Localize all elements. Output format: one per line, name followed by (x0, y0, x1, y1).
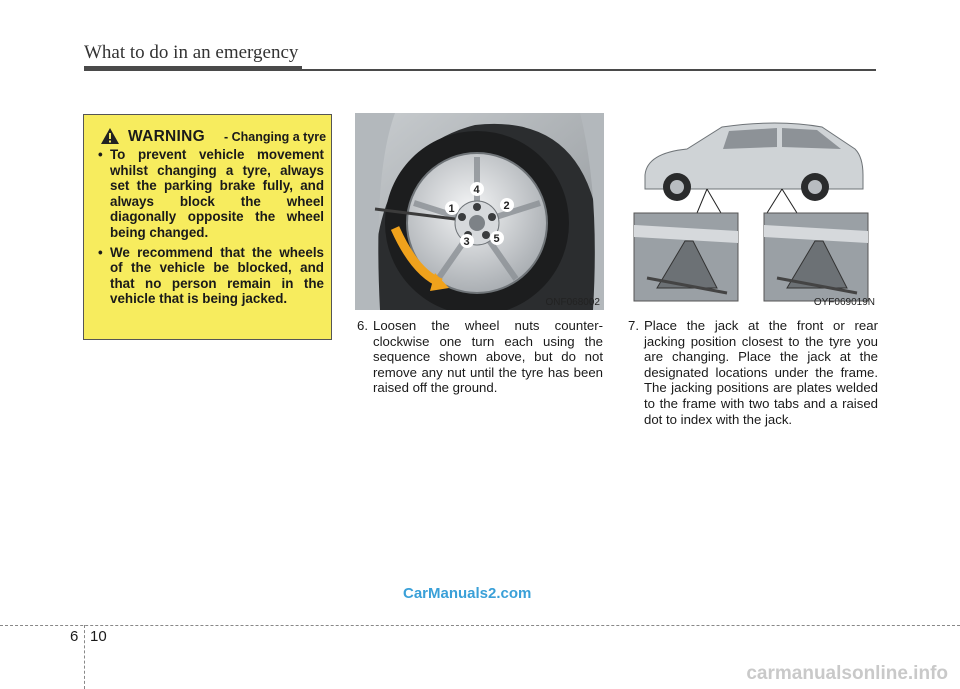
instruction-step (628, 318, 878, 427)
warning-triangle-icon (100, 127, 120, 145)
page-number: 10 (90, 628, 107, 645)
watermark-link[interactable]: CarManuals2.com (403, 585, 532, 602)
header-rule (84, 66, 302, 71)
step-number: 6. (357, 318, 368, 333)
footer-rule (0, 625, 960, 626)
page-header-title: What to do in an emergency (84, 42, 299, 63)
jack-position-figure (627, 113, 877, 310)
step-number: 7. (628, 318, 639, 333)
warning-item: • To prevent vehicle movement whilst changing a tyre, always set the parking brake fully, and always block the wheel diagonally opposite the wheel being changed. (98, 147, 324, 241)
svg-text:1: 1 (448, 203, 455, 215)
warning-subtitle: - Changing a tyre (224, 130, 327, 144)
chapter-number: 6 (70, 628, 79, 645)
warning-list (98, 147, 324, 311)
step-text: Loosen the wheel nuts counter-clockwise one turn each using the sequence shown above, but do not remove any nut until the tyre has been raised off the ground. (373, 318, 603, 396)
warning-item: • We recommend that the wheels of the vehicle be blocked, and that no person remain in the vehicle that is being jacked. (98, 245, 324, 307)
figure-code: OYF069019N (813, 297, 875, 308)
site-watermark: carmanualsonline.info (746, 663, 948, 684)
step-text: Place the jack at the front or rear jacking position closest to the tyre you are changing. Place the jack at the designated locations under the frame. The jacking positions are plates welded to the frame with two tabs and a raised dot to index with the jack. (644, 318, 878, 427)
nut-label (490, 231, 504, 245)
nut-label (445, 201, 459, 215)
svg-text:5: 5 (493, 233, 500, 245)
warning-heading (92, 127, 328, 149)
figure-code: ONF068002 (545, 297, 600, 308)
svg-text:2: 2 (503, 200, 510, 212)
svg-text:3: 3 (463, 236, 470, 248)
instruction-step (357, 318, 603, 396)
warning-title: WARNING (128, 128, 206, 145)
nut-label (470, 182, 484, 196)
nut-label (460, 234, 474, 248)
wheel-nut-figure (355, 113, 604, 310)
footer-divider (84, 625, 85, 689)
wheel-illustration (355, 113, 604, 310)
header-rule-thin (302, 69, 876, 71)
car-jack-illustration (627, 113, 877, 310)
warning-box (83, 114, 332, 340)
svg-text:4: 4 (473, 184, 480, 196)
nut-label (500, 198, 514, 212)
